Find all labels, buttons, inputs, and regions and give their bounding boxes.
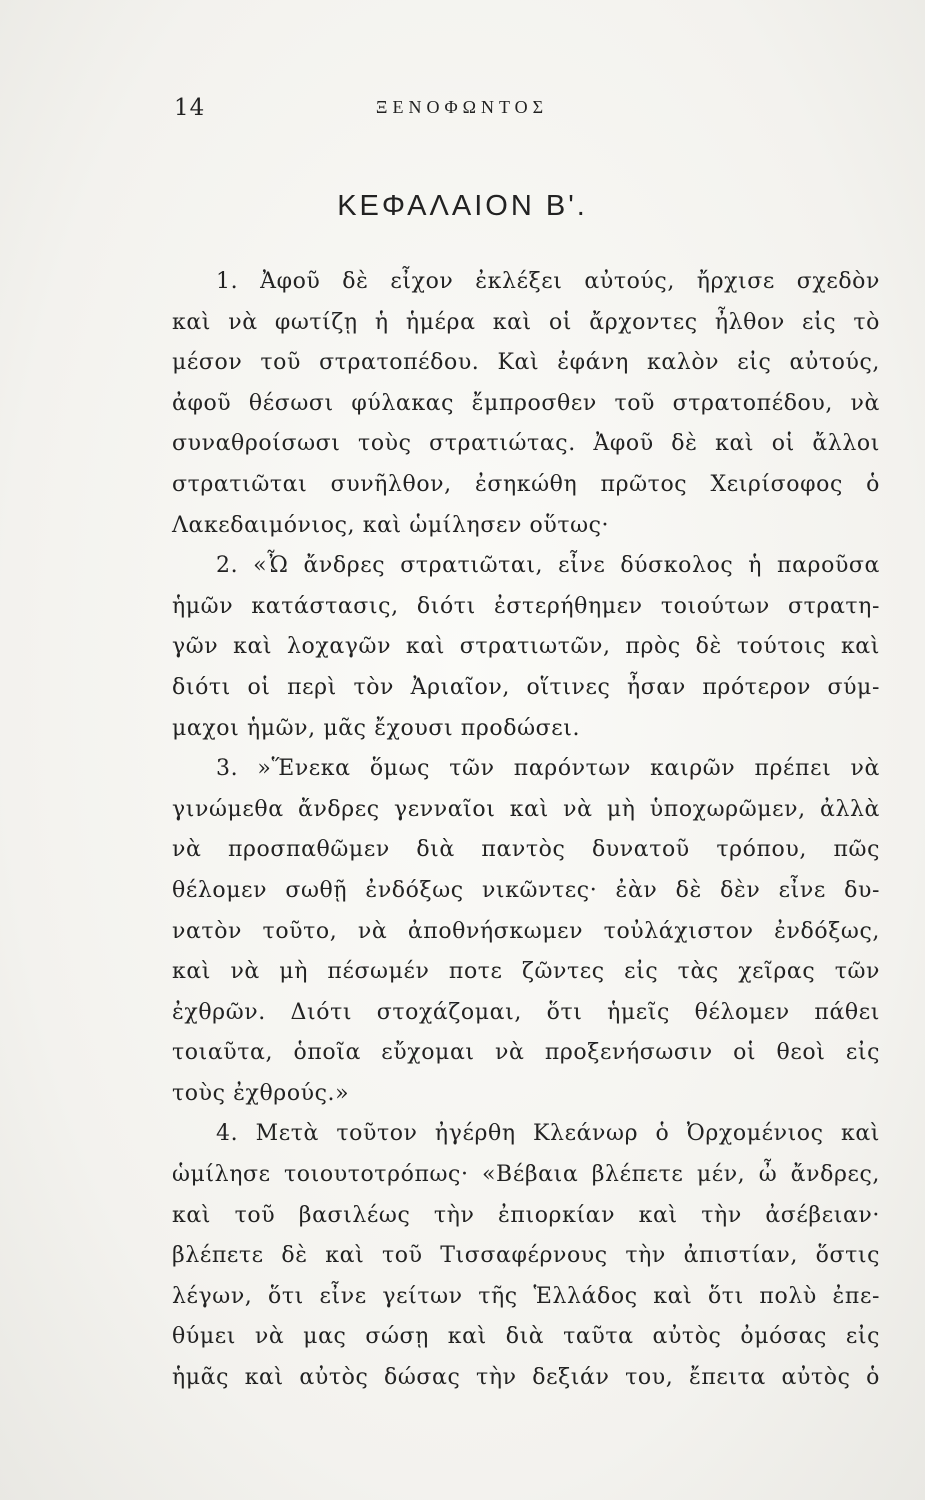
text-line: διότι οἱ περὶ τὸν Ἀριαῖον, οἵτινες ἦσαν πρότερον σύμ- <box>172 674 880 700</box>
text-line: συναθροίσωσι τοὺς στρατιώτας. Ἀφοῦ δὲ καὶ οἱ ἄλλοι <box>172 431 880 457</box>
text-line: 1. Ἀφοῦ δὲ εἶχον ἐκλέξει αὐτούς, ἤρχισε σχεδὸν <box>216 269 880 294</box>
text-line: στρατιῶται συνῆλθον, ἐσηκώθη πρῶτος Χειρίσοφος ὁ <box>172 471 880 497</box>
text-line: ἐχθρῶν. Διότι στοχάζομαι, ὅτι ἡμεῖς θέλομεν πάθει <box>172 999 880 1025</box>
text-line: θέλομεν σωθῇ ἐνδόξως νικῶντες· ἐὰν δὲ δὲν εἶνε δυ- <box>172 877 880 903</box>
text-line: μαχοι ἡμῶν, μᾶς ἔχουσι προδώσει. <box>172 715 581 741</box>
text-line: 4. Μετὰ τοῦτον ἠγέρθη Κλεάνωρ ὁ Ὀρχομένιος καὶ <box>216 1121 880 1147</box>
text-line: 2. «Ὦ ἄνδρες στρατιῶται, εἶνε δύσκολος ἡ παροῦσα <box>216 553 880 579</box>
text-line: ὡμίλησε τοιουτοτρόπως· «Βέβαια βλέπετε μέν, ὦ ἄνδρες, <box>172 1162 880 1188</box>
text-line: μέσον τοῦ στρατοπέδου. Καὶ ἐφάνη καλὸν εἰς αὐτούς, <box>172 350 880 376</box>
text-line: Λακεδαιμόνιος, καὶ ὡμίλησεν οὕτως· <box>172 512 610 538</box>
text-line: ἡμᾶς καὶ αὐτὸς δώσας τὴν δεξιάν του, ἔπειτα αὐτὸς ὁ <box>172 1365 880 1391</box>
text-line: γινώμεθα ἄνδρες γενναῖοι καὶ νὰ μὴ ὑποχωρῶμεν, ἀλλὰ <box>172 796 880 822</box>
text-line: καὶ νὰ φωτίζῃ ἡ ἡμέρα καὶ οἱ ἄρχοντες ἦλθον εἰς τὸ <box>172 309 880 335</box>
text-line: καὶ νὰ μὴ πέσωμέν ποτε ζῶντες εἰς τὰς χεῖρας τῶν <box>172 959 880 985</box>
body-text <box>172 262 880 1399</box>
text-line: νὰ προσπαθῶμεν διὰ παντὸς δυνατοῦ τρόπου, πῶς <box>172 837 880 863</box>
text-line: καὶ τοῦ βασιλέως τὴν ἐπιορκίαν καὶ τὴν ἀσέβειαν· <box>172 1202 880 1228</box>
text-line: λέγων, ὅτι εἶνε γείτων τῆς Ἑλλάδος καὶ ὅτι πολὺ ἐπε- <box>172 1283 880 1309</box>
text-line: τοὺς ἐχθρούς.» <box>172 1080 350 1106</box>
text-line: τοιαῦτα, ὁποῖα εὔχομαι νὰ προξενήσωσιν οἱ θεοὶ εἰς <box>172 1040 880 1066</box>
text-line: ἀφοῦ θέσωσι φύλακας ἔμπροσθεν τοῦ στρατοπέδου, νὰ <box>172 390 880 416</box>
text-line: θύμει νὰ μας σώσῃ καὶ διὰ ταῦτα αὐτὸς ὀμόσας εἰς <box>172 1324 880 1350</box>
page-number: 14 <box>174 95 206 121</box>
text-line: βλέπετε δὲ καὶ τοῦ Τισσαφέρνους τὴν ἀπιστίαν, ὅστις <box>172 1243 880 1269</box>
running-title: ΞΕΝΟΦΩΝΤΟΣ <box>375 97 549 117</box>
running-head <box>0 95 925 135</box>
chapter-title: ΚΕΦΑΛΑΙΟΝ Β'. <box>337 190 588 222</box>
text-line: ἡμῶν κατάστασις, διότι ἐστερήθημεν τοιούτων στρατη- <box>172 593 880 619</box>
text-line: νατὸν τοῦτο, νὰ ἀποθνήσκωμεν τοὐλάχιστον ἐνδόξως, <box>172 918 880 944</box>
text-line: γῶν καὶ λοχαγῶν καὶ στρατιωτῶν, πρὸς δὲ τούτοις καὶ <box>172 634 880 660</box>
text-line: 3. »Ἕνεκα ὅμως τῶν παρόντων καιρῶν πρέπει νὰ <box>216 756 880 782</box>
